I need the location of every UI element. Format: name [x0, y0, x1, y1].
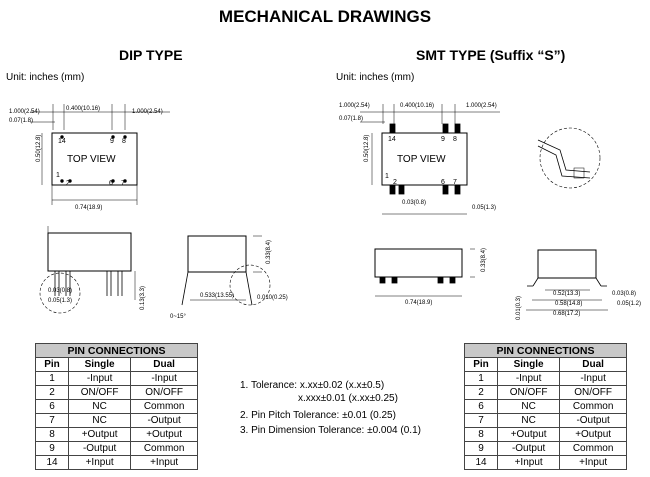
cell: 8 — [465, 428, 498, 442]
cell: +Input — [498, 456, 560, 470]
dip-dim-lead-thick: 0.010(0.25) — [257, 295, 288, 301]
table-row — [36, 456, 198, 470]
cell: 1 — [36, 372, 69, 386]
dip-pin-1: 1 — [56, 172, 60, 179]
dip-pin-7: 7 — [121, 180, 125, 187]
cell: 1 — [465, 372, 498, 386]
dip-pin-6: 6 — [109, 180, 113, 187]
smt-heading: SMT TYPE (Suffix “S”) — [416, 47, 566, 63]
dip-pin-table — [35, 343, 198, 470]
smt-dim-d3: 0.68(17.2) — [553, 311, 581, 317]
table-row — [36, 414, 198, 428]
cell: Common — [131, 400, 198, 414]
smt-dim-pin-width: 0.03(0.8) — [402, 200, 427, 206]
dip-unit: Unit: inches (mm) — [6, 72, 85, 83]
smt-pin-8: 8 — [453, 136, 457, 143]
table-row — [36, 428, 198, 442]
cell: +Input — [69, 456, 131, 470]
cell: 14 — [465, 456, 498, 470]
table-row — [465, 372, 627, 386]
cell: NC — [69, 414, 131, 428]
smt-pin-7: 7 — [453, 179, 457, 186]
smt-unit: Unit: inches (mm) — [336, 72, 415, 83]
dip-pin-14: 14 — [58, 138, 66, 145]
col-dual: Dual — [560, 358, 627, 372]
table-caption: PIN CONNECTIONS — [36, 344, 198, 358]
smt-dim-d4: 0.03(0.8) — [612, 291, 637, 297]
smt-dim-length: 0.74(18.9) — [405, 300, 433, 306]
dip-heading: DIP TYPE — [119, 47, 183, 63]
smt-top-view-label: TOP VIEW — [397, 154, 446, 165]
table-row — [465, 414, 627, 428]
cell: +Output — [498, 428, 560, 442]
cell: +Output — [131, 428, 198, 442]
dip-dim-pin-spacing: 0.400(10.16) — [66, 106, 101, 112]
dip-dim-pin-width: 0.03(0.8) — [48, 288, 73, 294]
smt-pin-2: 2 — [393, 179, 397, 186]
dip-dim-row-spacing: 0.533(13.55) — [200, 293, 235, 299]
cell: 14 — [36, 456, 69, 470]
cell: 6 — [465, 400, 498, 414]
cell: 8 — [36, 428, 69, 442]
cell: Common — [560, 400, 627, 414]
table-row — [465, 386, 627, 400]
cell: 2 — [36, 386, 69, 400]
cell: +Output — [560, 428, 627, 442]
cell: 7 — [465, 414, 498, 428]
dip-dim-angle: 0~15° — [170, 314, 186, 320]
dip-pin-9: 9 — [110, 138, 114, 145]
smt-pin-6: 6 — [441, 179, 445, 186]
page-title: MECHANICAL DRAWINGS — [218, 7, 432, 26]
cell: +Output — [69, 428, 131, 442]
dip-dim-pin-length: 0.13(3.3) — [140, 285, 146, 310]
smt-dim-pin-spacing: 0.400(10.16) — [400, 103, 435, 109]
smt-pin-1: 1 — [385, 173, 389, 180]
dip-pin-2: 2 — [66, 180, 70, 187]
cell: Common — [560, 442, 627, 456]
table-row — [465, 456, 627, 470]
smt-dim-height: 0.50(12.8) — [364, 134, 370, 162]
col-single: Single — [69, 358, 131, 372]
smt-side-view — [375, 249, 475, 296]
cell: -Input — [131, 372, 198, 386]
note-2: 2. Pin Pitch Tolerance: ±0.01 (0.25) — [240, 410, 396, 421]
table-row — [36, 372, 198, 386]
cell: 7 — [36, 414, 69, 428]
dip-dim-right-pin: 1.000(2.54) — [132, 109, 163, 115]
smt-dim-right-pin: 1.000(2.54) — [466, 103, 497, 109]
note-3: 3. Pin Dimension Tolerance: ±0.004 (0.1) — [240, 425, 421, 436]
cell: 9 — [36, 442, 69, 456]
smt-pin-9: 9 — [441, 136, 445, 143]
cell: -Input — [560, 372, 627, 386]
smt-dim-standoff: 0.01(0.3) — [516, 295, 522, 320]
note-1: 1. Tolerance: x.xx±0.02 (x.x±0.5) — [240, 380, 385, 391]
table-row — [465, 442, 627, 456]
dip-pin-8: 8 — [122, 138, 126, 145]
cell: -Output — [69, 442, 131, 456]
col-pin: Pin — [36, 358, 69, 372]
smt-dim-d2: 0.58(14.8) — [555, 301, 583, 307]
smt-dim-d1: 0.52(13.3) — [553, 291, 581, 297]
cell: -Input — [498, 372, 560, 386]
smt-dim-left-pin: 1.000(2.54) — [339, 103, 370, 109]
cell: Common — [131, 442, 198, 456]
cell: 2 — [465, 386, 498, 400]
dip-dim-left-pin: 1.000(2.54) — [9, 109, 40, 115]
cell: 9 — [465, 442, 498, 456]
cell: ON/OFF — [560, 386, 627, 400]
cell: -Output — [498, 442, 560, 456]
tolerance-notes — [240, 379, 421, 437]
dip-dim-length: 0.74(18.9) — [75, 205, 103, 211]
smt-dim-edge: 0.07(1.8) — [339, 116, 364, 122]
col-single: Single — [498, 358, 560, 372]
cell: ON/OFF — [131, 386, 198, 400]
smt-pin-table — [464, 343, 627, 470]
cell: ON/OFF — [498, 386, 560, 400]
dip-dim-pin-pitch: 0.05(1.3) — [48, 298, 73, 304]
cell: +Input — [560, 456, 627, 470]
cell: NC — [69, 400, 131, 414]
table-row — [36, 400, 198, 414]
col-dual: Dual — [131, 358, 198, 372]
table-row — [36, 386, 198, 400]
table-row — [465, 400, 627, 414]
col-pin: Pin — [465, 358, 498, 372]
cell: -Output — [131, 414, 198, 428]
cell: +Input — [131, 456, 198, 470]
table-row — [36, 442, 198, 456]
cell: -Output — [560, 414, 627, 428]
smt-pin-14: 14 — [388, 136, 396, 143]
note-1b: x.xxx±0.01 (x.xx±0.25) — [298, 393, 398, 404]
cell: NC — [498, 400, 560, 414]
table-caption: PIN CONNECTIONS — [465, 344, 627, 358]
dip-dim-body-height: 0.33(8.4) — [266, 239, 272, 264]
cell: -Input — [69, 372, 131, 386]
cell: ON/OFF — [69, 386, 131, 400]
smt-lead-detail — [538, 128, 600, 188]
cell: NC — [498, 414, 560, 428]
dip-dim-height: 0.50(12.8) — [36, 134, 42, 162]
dip-dim-edge: 0.07(1.8) — [9, 118, 34, 124]
table-row — [465, 428, 627, 442]
smt-dim-body-height: 0.33(8.4) — [481, 247, 487, 272]
smt-dim-d5: 0.05(1.2) — [617, 301, 642, 307]
smt-dim-pin-pitch: 0.05(1.3) — [472, 205, 497, 211]
dip-top-view-label: TOP VIEW — [67, 154, 116, 165]
cell: 6 — [36, 400, 69, 414]
